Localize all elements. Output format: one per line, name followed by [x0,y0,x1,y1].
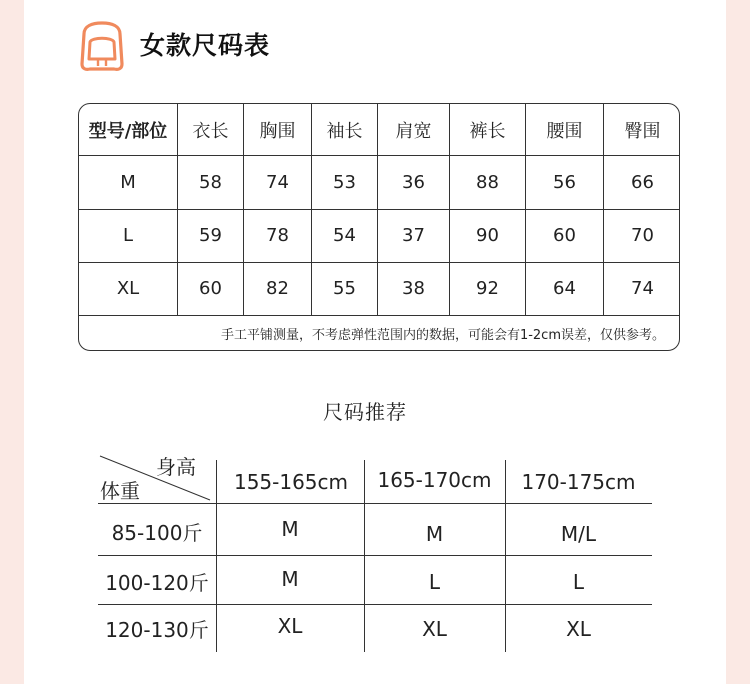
column-header: 胸围 [244,104,312,155]
table-cell: 64 [526,262,604,315]
table-cell: 74 [244,155,312,209]
size-cell: M [281,517,299,541]
table-cell: 92 [450,262,526,315]
height-header: 170-175cm [521,470,636,494]
column-header: 袖长 [312,104,378,155]
column-header: 肩宽 [378,104,450,155]
table-cell: 60 [526,209,604,262]
divider [98,503,652,504]
table-row [79,262,679,316]
column-header: 型号/部位 [79,104,178,155]
table-cell: 74 [631,278,654,299]
corner-height-label: 身高 [156,454,196,479]
table-cell: XL [79,262,178,315]
table-cell: 56 [526,155,604,209]
table-cell: 88 [450,155,526,209]
table-cell: 78 [244,209,312,262]
table-cell: 59 [178,209,244,262]
table-cell: 38 [378,262,450,315]
recommend-table [98,452,652,652]
table-cell: 60 [178,262,244,315]
size-cell: M [425,522,444,546]
column-header: 臀围 [624,120,661,142]
size-cell: XL [277,614,303,638]
height-header: 165-170cm [377,468,492,492]
table-cell: 36 [378,155,450,209]
garment-icon [78,20,126,72]
column-header: 腰围 [526,104,604,155]
size-cell: M/L [560,522,597,546]
table-cell: 37 [378,209,450,262]
table-cell: 53 [312,155,378,209]
column-header: 裤长 [450,104,526,155]
table-cell: 90 [450,209,526,262]
page-title: 女款尺码表 [140,31,271,60]
table-cell: 70 [631,225,654,246]
size-cell: M [281,567,299,591]
table-cell: M [79,155,178,209]
size-cell: L [572,570,585,594]
table-row [79,209,679,263]
size-cell: XL [422,617,447,641]
table-cell: 82 [244,262,312,315]
recommend-title: 尺码推荐 [323,400,407,424]
table-cell: 55 [312,262,378,315]
table-row [79,155,679,210]
table-cell: 54 [312,209,378,262]
table-cell: 66 [631,171,654,193]
weight-label: 100-120斤 [105,570,209,595]
height-header: 155-165cm [233,470,349,494]
size-cell: XL [566,617,591,641]
size-cell: L [428,570,441,594]
table-cell: L [79,209,178,262]
corner-weight-label: 体重 [100,478,140,503]
size-table-header-row [79,104,679,156]
column-header: 衣长 [178,104,244,155]
weight-label: 85-100斤 [111,520,203,545]
table-cell: 58 [178,155,244,209]
size-table [78,103,680,351]
weight-label: 120-130斤 [105,617,209,642]
measurement-note: 手工平铺测量，不考虑弹性范围内的数据，可能会有1-2cm误差，仅供参考。 [220,327,665,343]
